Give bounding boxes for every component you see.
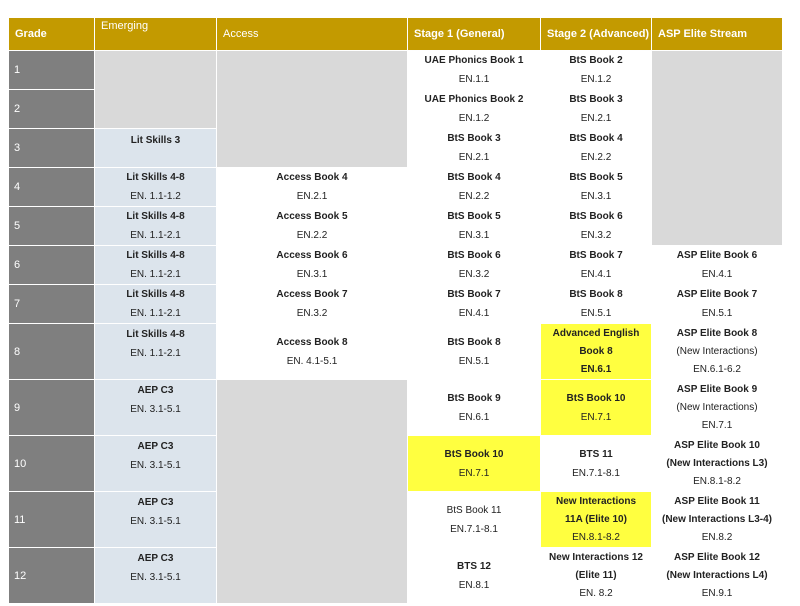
table-row bbox=[9, 380, 783, 436]
curriculum-table-wrapper bbox=[8, 17, 783, 604]
header-stage2: Stage 2 (Advanced) bbox=[541, 18, 652, 51]
standard-code: EN. 1.1-2.1 bbox=[130, 269, 181, 280]
standard-code: EN.3.2 bbox=[458, 269, 490, 280]
emerging-cell bbox=[95, 380, 217, 436]
book-title: BtS Book 3 bbox=[447, 133, 501, 144]
grade-cell: 12 bbox=[9, 548, 95, 604]
book-title: New Interactions 12 (Elite 11) bbox=[549, 551, 643, 581]
book-title: Lit Skills 4-8 bbox=[126, 172, 185, 183]
stage1-cell bbox=[408, 285, 541, 324]
standard-code: EN.2.2 bbox=[580, 152, 612, 163]
emerging-cell bbox=[95, 129, 217, 168]
book-title: BtS Book 9 bbox=[447, 392, 501, 404]
access-empty-cell bbox=[217, 51, 408, 168]
table-row bbox=[9, 246, 783, 285]
book-title: AEP C3 bbox=[137, 497, 174, 508]
book-title: AEP C3 bbox=[137, 553, 174, 564]
book-title: Lit Skills 4-8 bbox=[126, 289, 185, 300]
access-cell bbox=[217, 285, 408, 324]
standard-code: EN.7.1 bbox=[458, 467, 490, 479]
book-title: BtS Book 8 bbox=[447, 336, 501, 348]
standard-code: EN. 1.1-2.1 bbox=[130, 308, 181, 319]
book-title: BtS Book 6 bbox=[569, 211, 623, 222]
stage1-cell bbox=[408, 207, 541, 246]
elite-cell bbox=[652, 324, 783, 380]
book-subtitle: (New Interactions L3) bbox=[666, 457, 768, 469]
standard-code: EN. 4.1-5.1 bbox=[286, 355, 338, 367]
book-title: ASP Elite Book 9 bbox=[676, 383, 758, 395]
emerging-cell bbox=[95, 436, 217, 492]
emerging-cell bbox=[95, 168, 217, 207]
standard-code: EN.6.1 bbox=[580, 363, 612, 375]
standard-code: EN. 1.1-2.1 bbox=[130, 348, 181, 359]
book-title: BtS Book 7 bbox=[569, 250, 623, 261]
book-title: BtS Book 7 bbox=[447, 289, 501, 300]
book-title: ASP Elite Book 6 bbox=[676, 250, 758, 261]
standard-code: EN.2.1 bbox=[580, 113, 612, 124]
standard-code: EN.3.2 bbox=[580, 230, 612, 241]
book-title: BtS Book 8 bbox=[569, 289, 623, 300]
grade-cell: 4 bbox=[9, 168, 95, 207]
stage2-cell bbox=[541, 548, 652, 604]
standard-code: EN.5.1 bbox=[458, 355, 490, 367]
grade-cell: 10 bbox=[9, 436, 95, 492]
book-title: BtS Book 4 bbox=[569, 133, 623, 144]
elite-cell bbox=[652, 436, 783, 492]
emerging-cell bbox=[95, 246, 217, 285]
book-title: BtS Book 11 bbox=[446, 504, 502, 516]
stage1-cell-highlighted bbox=[408, 436, 541, 492]
standard-code: EN.2.1 bbox=[296, 191, 328, 202]
book-title: BtS Book 5 bbox=[569, 172, 623, 183]
standard-code: EN.5.1 bbox=[580, 308, 612, 319]
book-title: AEP C3 bbox=[137, 385, 174, 396]
grade-cell: 11 bbox=[9, 492, 95, 548]
stage2-cell-highlighted bbox=[541, 380, 652, 436]
grade-cell: 3 bbox=[9, 129, 95, 168]
standard-code: EN.8.1-8.2 bbox=[572, 531, 620, 543]
elite-cell bbox=[652, 246, 783, 285]
standard-code: EN.3.1 bbox=[296, 269, 328, 280]
header-row bbox=[9, 18, 783, 51]
standard-code: EN.8.1 bbox=[458, 579, 490, 591]
standard-code: EN.7.1 bbox=[580, 411, 612, 423]
grade-cell: 7 bbox=[9, 285, 95, 324]
header-access: Access bbox=[217, 18, 408, 51]
book-title: BTS 11 bbox=[579, 448, 613, 460]
table-row bbox=[9, 285, 783, 324]
book-title: UAE Phonics Book 1 bbox=[424, 55, 524, 66]
standard-code: EN.6.1 bbox=[458, 411, 490, 423]
stage2-cell bbox=[541, 436, 652, 492]
book-title: ASP Elite Book 11 bbox=[674, 495, 760, 507]
standard-code: EN.4.1 bbox=[458, 308, 490, 319]
grade-cell: 2 bbox=[9, 90, 95, 129]
stage1-cell bbox=[408, 129, 541, 168]
stage2-cell bbox=[541, 51, 652, 90]
elite-cell bbox=[652, 285, 783, 324]
access-cell bbox=[217, 207, 408, 246]
stage1-cell bbox=[408, 380, 541, 436]
standard-code: EN.7.1-8.1 bbox=[572, 467, 620, 479]
standard-code: EN. 1.1-1.2 bbox=[130, 191, 181, 202]
elite-empty-cell bbox=[652, 51, 783, 246]
grade-cell: 8 bbox=[9, 324, 95, 380]
book-title: BtS Book 10 bbox=[444, 448, 504, 460]
stage2-cell bbox=[541, 168, 652, 207]
standard-code: EN.7.1-8.1 bbox=[450, 523, 498, 535]
book-subtitle: (New Interactions L3-4) bbox=[661, 513, 773, 525]
grade-cell: 6 bbox=[9, 246, 95, 285]
standard-code: EN.9.1 bbox=[701, 587, 733, 599]
access-empty-cell bbox=[217, 380, 408, 604]
book-title: BTS 12 bbox=[457, 560, 491, 572]
access-cell bbox=[217, 246, 408, 285]
standard-code: EN.1.1 bbox=[458, 74, 490, 85]
stage2-cell bbox=[541, 90, 652, 129]
book-subtitle: (New Interactions L4) bbox=[666, 569, 768, 581]
book-title: Lit Skills 4-8 bbox=[126, 329, 185, 340]
stage2-cell bbox=[541, 246, 652, 285]
stage1-cell bbox=[408, 246, 541, 285]
stage2-cell bbox=[541, 285, 652, 324]
emerging-empty-cell bbox=[95, 51, 217, 129]
book-title: Lit Skills 4-8 bbox=[126, 250, 185, 261]
stage1-cell bbox=[408, 548, 541, 604]
standard-code: EN. 1.1-2.1 bbox=[130, 230, 181, 241]
book-title: BtS Book 4 bbox=[447, 172, 501, 183]
stage1-cell bbox=[408, 51, 541, 90]
table-row bbox=[9, 51, 783, 90]
standard-code: EN.4.1 bbox=[701, 269, 733, 280]
standard-code: EN. 3.1-5.1 bbox=[130, 572, 181, 583]
book-title: Access Book 8 bbox=[276, 336, 348, 348]
book-title: BtS Book 10 bbox=[566, 392, 626, 404]
curriculum-table bbox=[8, 17, 783, 604]
book-title: BtS Book 6 bbox=[447, 250, 501, 261]
book-title: BtS Book 5 bbox=[447, 211, 501, 222]
standard-code: EN.2.2 bbox=[296, 230, 328, 241]
standard-code: EN.3.2 bbox=[296, 308, 328, 319]
standard-code: EN.2.2 bbox=[458, 191, 490, 202]
book-title: Access Book 5 bbox=[276, 211, 348, 222]
emerging-cell bbox=[95, 285, 217, 324]
standard-code: EN.3.1 bbox=[580, 191, 612, 202]
book-title: Access Book 6 bbox=[276, 250, 348, 261]
elite-cell bbox=[652, 548, 783, 604]
book-title: ASP Elite Book 8 bbox=[676, 327, 758, 339]
book-title: ASP Elite Book 7 bbox=[676, 289, 758, 300]
book-title: Lit Skills 3 bbox=[130, 135, 181, 146]
header-emerging: Emerging bbox=[95, 18, 217, 51]
standard-code: EN.1.2 bbox=[458, 113, 490, 124]
emerging-cell bbox=[95, 207, 217, 246]
standard-code: EN.5.1 bbox=[701, 308, 733, 319]
standard-code: EN.6.1-6.2 bbox=[693, 363, 741, 375]
standard-code: EN.8.2 bbox=[701, 531, 733, 543]
book-title: New Interactions 11A (Elite 10) bbox=[555, 495, 637, 525]
header-stage1: Stage 1 (General) bbox=[408, 18, 541, 51]
book-subtitle: (New Interactions) bbox=[676, 401, 758, 413]
stage2-cell bbox=[541, 129, 652, 168]
stage1-cell bbox=[408, 90, 541, 129]
stage1-cell bbox=[408, 168, 541, 207]
standard-code: EN. 3.1-5.1 bbox=[130, 404, 181, 415]
stage1-cell bbox=[408, 492, 541, 548]
header-grade: Grade bbox=[9, 18, 95, 51]
access-cell bbox=[217, 168, 408, 207]
standard-code: EN.8.1-8.2 bbox=[693, 475, 741, 487]
standard-code: EN.3.1 bbox=[458, 230, 490, 241]
book-title: AEP C3 bbox=[137, 441, 174, 452]
stage2-cell-highlighted bbox=[541, 324, 652, 380]
stage2-cell-highlighted bbox=[541, 492, 652, 548]
header-elite: ASP Elite Stream bbox=[652, 18, 783, 51]
book-title: Lit Skills 4-8 bbox=[126, 211, 185, 222]
book-title: Access Book 7 bbox=[276, 289, 348, 300]
book-subtitle: (New Interactions) bbox=[676, 345, 758, 357]
stage2-cell bbox=[541, 207, 652, 246]
book-title: Access Book 4 bbox=[276, 172, 348, 183]
elite-cell bbox=[652, 492, 783, 548]
stage1-cell bbox=[408, 324, 541, 380]
standard-code: EN.4.1 bbox=[580, 269, 612, 280]
book-title: ASP Elite Book 10 bbox=[674, 439, 760, 451]
book-title: UAE Phonics Book 2 bbox=[424, 94, 524, 105]
emerging-cell bbox=[95, 324, 217, 380]
grade-cell: 9 bbox=[9, 380, 95, 436]
book-title: Advanced English Book 8 bbox=[552, 327, 640, 357]
grade-cell: 5 bbox=[9, 207, 95, 246]
book-title: ASP Elite Book 12 bbox=[674, 551, 760, 563]
standard-code: EN.7.1 bbox=[701, 419, 733, 431]
standard-code: EN. 3.1-5.1 bbox=[130, 516, 181, 527]
table-row bbox=[9, 324, 783, 380]
elite-cell bbox=[652, 380, 783, 436]
emerging-cell bbox=[95, 492, 217, 548]
book-title: BtS Book 3 bbox=[569, 94, 623, 105]
grade-cell: 1 bbox=[9, 51, 95, 90]
book-title: BtS Book 2 bbox=[569, 55, 623, 66]
access-cell bbox=[217, 324, 408, 380]
standard-code: EN. 8.2 bbox=[579, 587, 613, 599]
emerging-cell bbox=[95, 548, 217, 604]
standard-code: EN.2.1 bbox=[458, 152, 490, 163]
standard-code: EN.1.2 bbox=[580, 74, 612, 85]
standard-code: EN. 3.1-5.1 bbox=[130, 460, 181, 471]
